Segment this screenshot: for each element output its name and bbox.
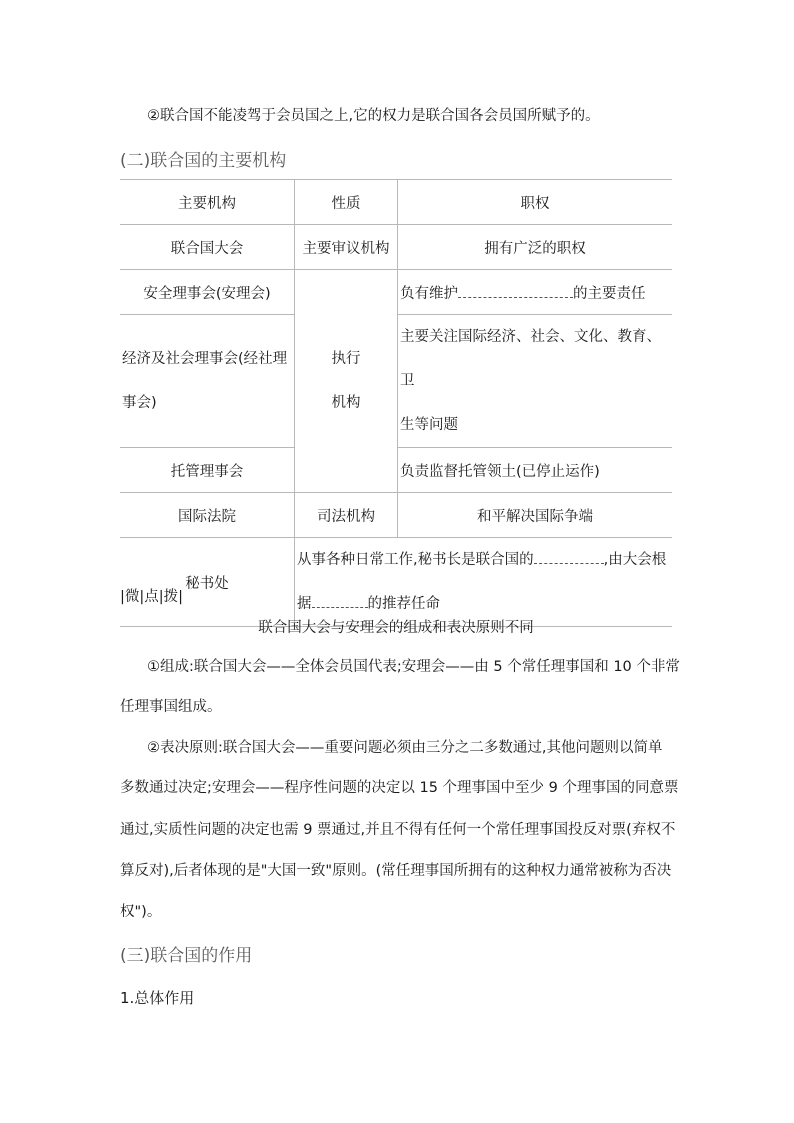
tip-label: |微|点|拨| xyxy=(120,589,184,605)
tip-paragraph-1-line: ①组成:联合国大会——全体会员国代表;安理会——由 5 个常任理事国和 10 个非常 xyxy=(147,659,680,675)
section-heading-main-organs: (二)联合国的主要机构 xyxy=(120,151,287,171)
tip-title: 联合国大会与安理会的组成和表决原则不同 xyxy=(258,620,534,636)
fill-blank[interactable] xyxy=(458,283,573,298)
nature-executive xyxy=(295,270,398,493)
table-header-row xyxy=(120,180,672,225)
power-secretariat-text1: 从事各种日常工作,秘书长是联合国的 xyxy=(297,552,534,568)
header-power: 职权 xyxy=(398,180,673,225)
power-ecosoc-line2: 生等问题 xyxy=(400,417,458,433)
table-row xyxy=(120,538,672,627)
nature-executive-line1: 执行 xyxy=(331,351,361,367)
organ-trusteeship-council: 托管理事会 xyxy=(120,448,295,493)
nature-executive-line2: 机构 xyxy=(331,395,361,411)
fill-blank[interactable] xyxy=(312,593,368,608)
tip-paragraph-1-line: 任理事国组成。 xyxy=(120,699,222,715)
table-row xyxy=(120,493,672,538)
power-icj: 和平解决国际争端 xyxy=(398,493,673,538)
subheading-overall-role: 1.总体作用 xyxy=(120,989,195,1007)
power-security-council-after: 的主要责任 xyxy=(573,285,646,302)
power-trusteeship: 负责监督托管领土(已停止运作) xyxy=(398,448,673,493)
tip-paragraph-2-line: ②表决原则:联合国大会——重要问题必须由三分之二多数通过,其他问题则以简单 xyxy=(147,740,663,756)
power-secretariat xyxy=(295,538,673,627)
tip-paragraph-2-line: 权")。 xyxy=(120,904,162,920)
tip-paragraph-2-line: 算反对),后者体现的是"大国一致"原则。(常任理事国所拥有的这种权力通常被称为否决 xyxy=(120,863,672,879)
section-heading-un-role: (三)联合国的作用 xyxy=(120,946,253,966)
header-nature: 性质 xyxy=(295,180,398,225)
un-organs-table xyxy=(120,179,672,627)
organ-security-council: 安全理事会(安理会) xyxy=(120,270,295,315)
table-row xyxy=(120,225,672,270)
nature-judicial: 司法机构 xyxy=(295,493,398,538)
power-security-council-before: 负有维护 xyxy=(400,285,458,302)
organ-icj: 国际法院 xyxy=(120,493,295,538)
power-secretariat-text4: 的推荐任命 xyxy=(367,596,440,612)
power-secretariat-text2: ,由大会根 xyxy=(603,552,667,568)
header-organ: 主要机构 xyxy=(120,180,295,225)
fill-blank[interactable] xyxy=(534,549,604,564)
power-secretariat-text3: 据 xyxy=(297,596,312,612)
table-row xyxy=(120,270,672,315)
intro-paragraph: ②联合国不能凌驾于会员国之上,它的权力是联合国各会员国所赋予的。 xyxy=(147,108,600,124)
power-ecosoc xyxy=(398,315,673,448)
organ-secretariat: 秘书处 xyxy=(120,538,295,627)
tip-paragraph-2-line: 通过,实质性问题的决定也需 9 票通过,并且不得有任何一个常任理事国投反对票(弃权不 xyxy=(120,822,676,838)
organ-ecosoc-line2: 事会) xyxy=(122,395,157,411)
organ-ecosoc-line1: 经济及社会理事会(经社理 xyxy=(122,351,288,367)
organ-ecosoc xyxy=(120,315,295,448)
power-secretariat-line1 xyxy=(297,538,670,582)
organ-general-assembly: 联合国大会 xyxy=(120,225,295,270)
power-ecosoc-line1: 主要关注国际经济、社会、文化、教育、卫 xyxy=(400,329,661,389)
power-general-assembly: 拥有广泛的职权 xyxy=(398,225,673,270)
power-security-council xyxy=(398,270,673,315)
nature-deliberative: 主要审议机构 xyxy=(295,225,398,270)
tip-paragraph-2-line: 多数通过决定;安理会——程序性问题的决定以 15 个理事国中至少 9 个理事国的同意票 xyxy=(120,780,679,796)
